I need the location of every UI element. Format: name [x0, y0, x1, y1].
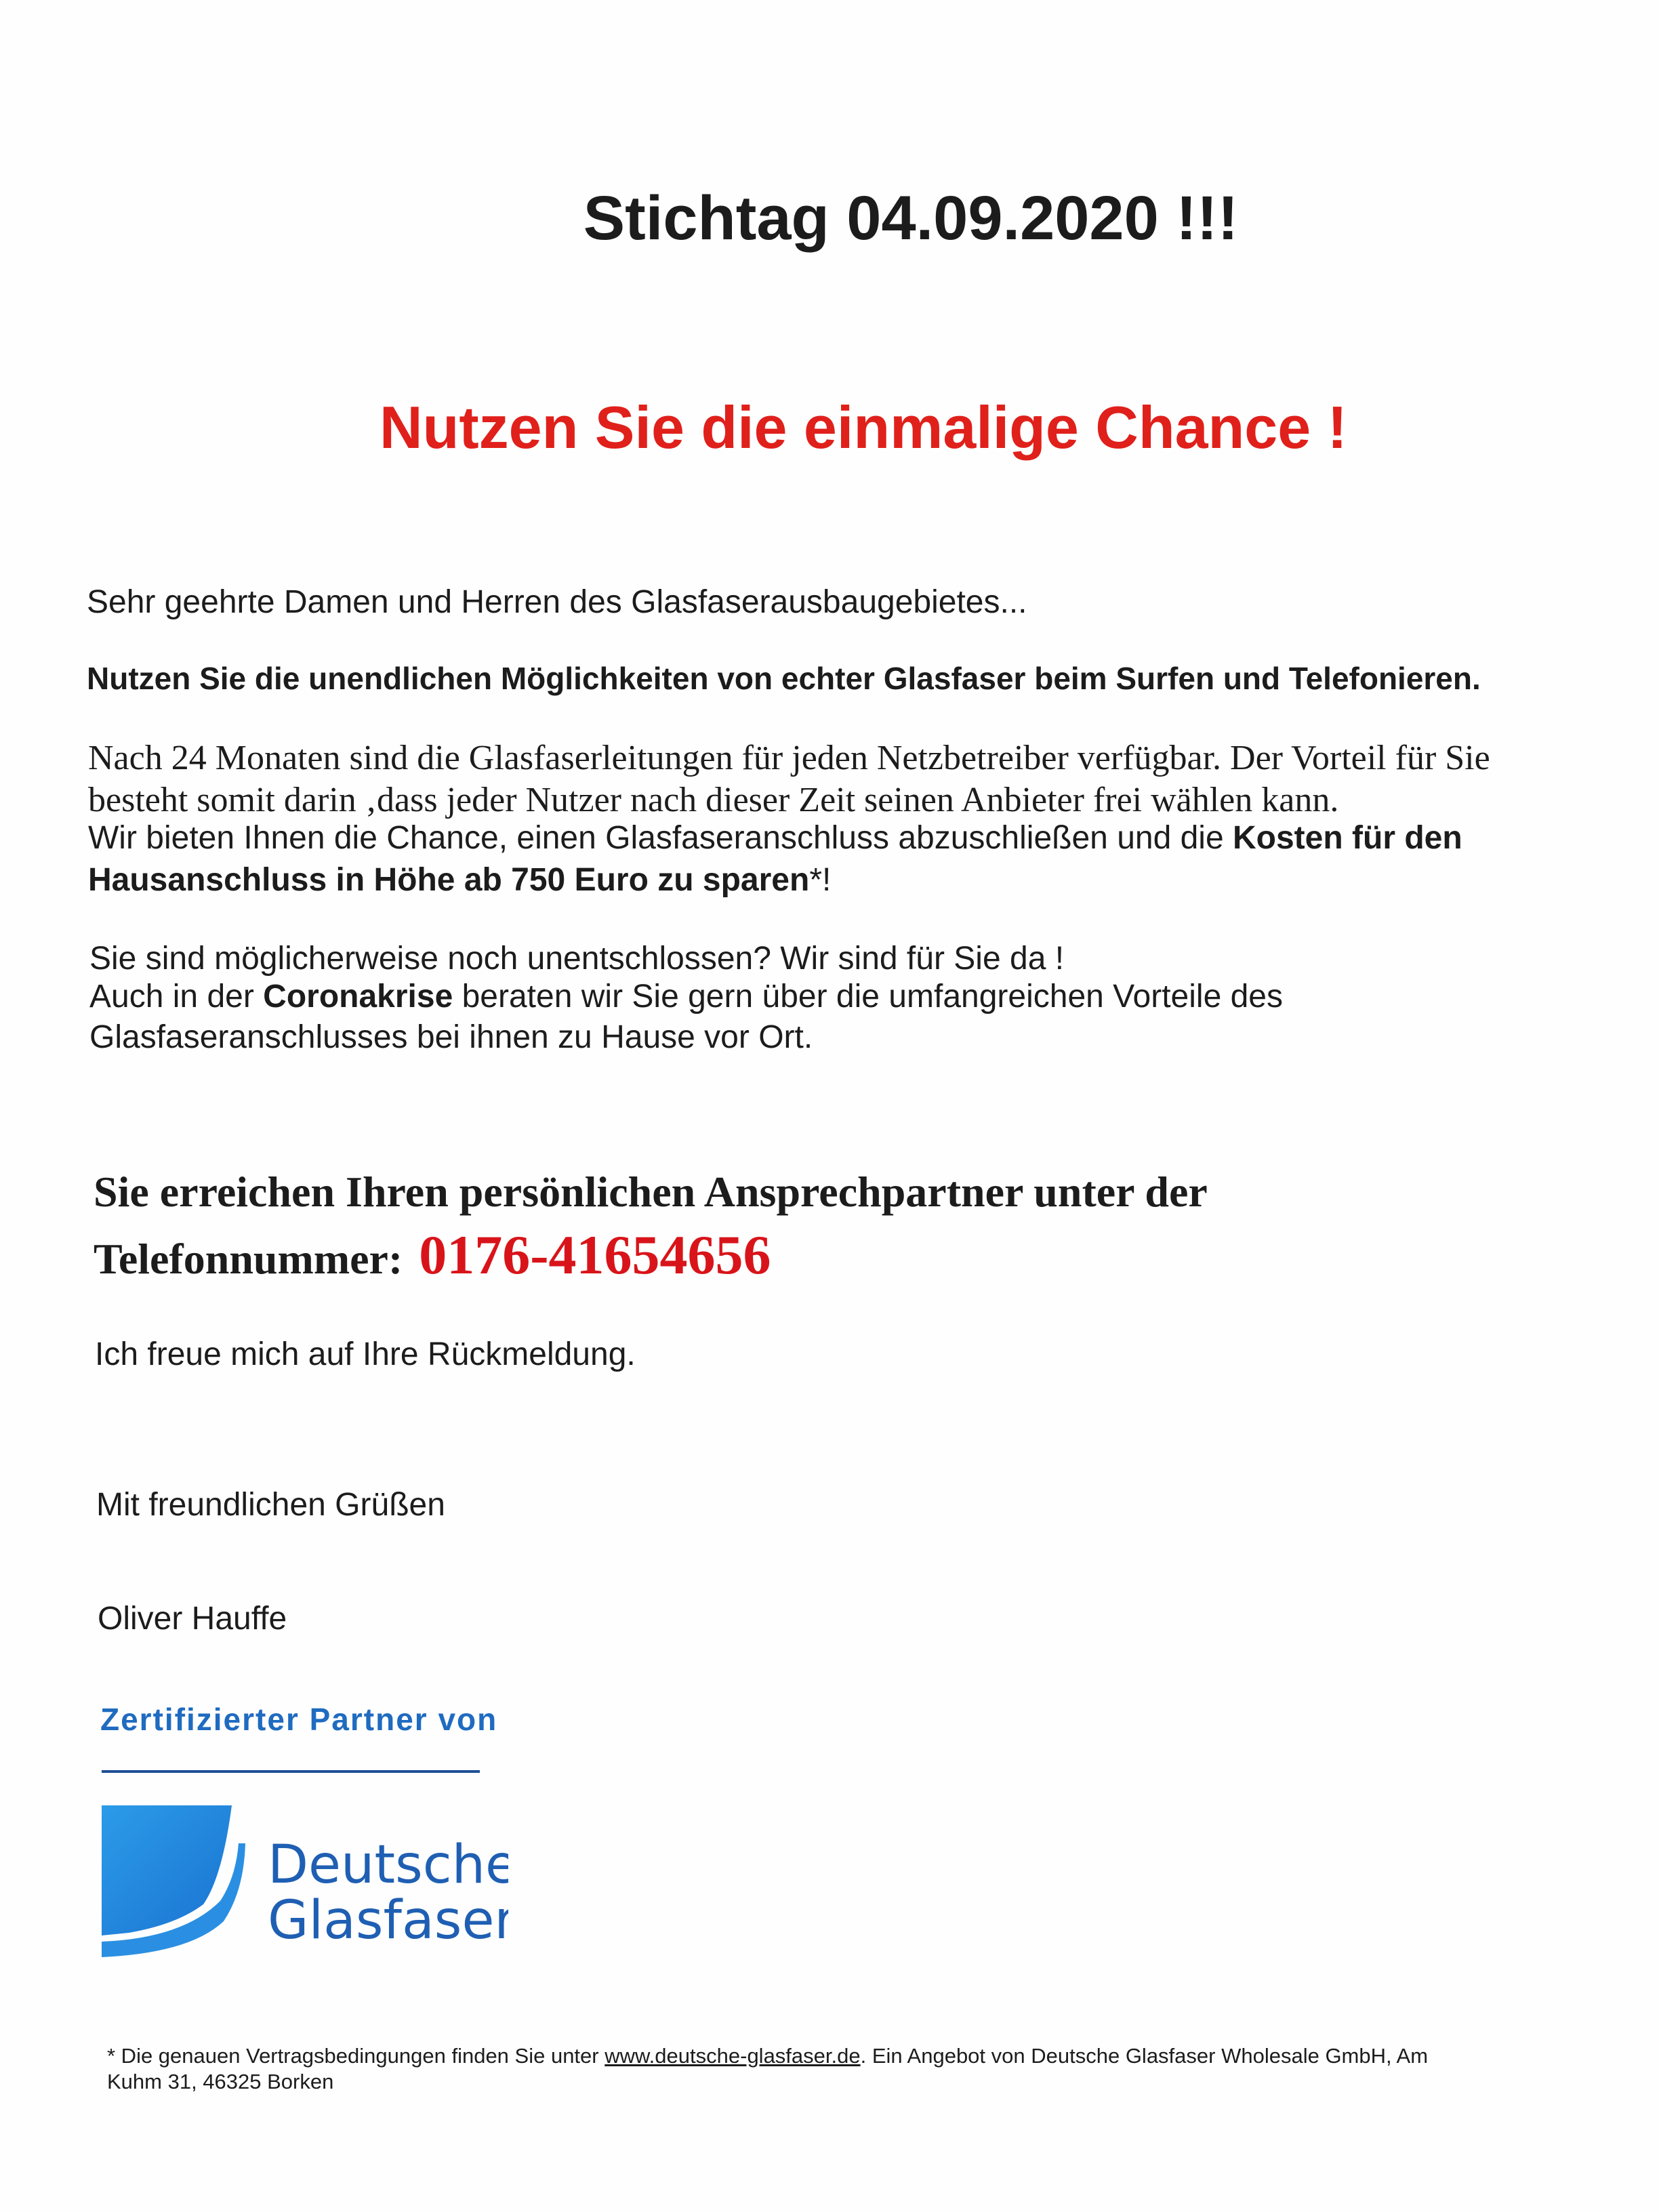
- paragraph-1-line-1: Nach 24 Monaten sind die Glasfaserleitungen für jeden Netzbetreiber verfügbar. Der Vorteil für Sie: [88, 739, 1490, 777]
- footnote-prefix: * Die genauen Vertragsbedingungen finden Sie unter: [107, 2044, 605, 2068]
- page-title: Stichtag 04.09.2020 !!!: [583, 184, 1239, 253]
- paragraph-2-line-2-start: Auch in der: [89, 979, 264, 1015]
- paragraph-1-line-4-tail: *!: [809, 862, 832, 898]
- paragraph-1-line-2: besteht somit darin ‚dass jeder Nutzer nach dieser Zeit seinen Anbieter frei wählen kann.: [88, 781, 1339, 819]
- paragraph-1-line-4: [88, 859, 831, 901]
- footnote: [107, 2043, 1428, 2095]
- contact-line: Sie erreichen Ihren persönlichen Ansprechpartner unter der: [94, 1168, 1208, 1216]
- partner-label: Zertifizierter Partner von: [100, 1702, 498, 1737]
- paragraph-1-line-4-bold: Hausanschluss in Höhe ab 750 Euro zu sparen: [88, 862, 810, 898]
- logo-text-1: Deutsche: [268, 1835, 508, 1896]
- paragraph-2-line-3: Glasfaseranschlusses bei ihnen zu Hause vor Ort.: [89, 1019, 813, 1055]
- greeting: Mit freundlichen Grüßen: [96, 1487, 445, 1523]
- paragraph-2-line-1: Sie sind möglicherweise noch unentschlossen? Wir sind für Sie da !: [89, 941, 1065, 977]
- salutation: Sehr geehrte Damen und Herren des Glasfaserausbaugebietes...: [87, 584, 1027, 620]
- bold-intro: Nutzen Sie die unendlichen Möglichkeiten von echter Glasfaser beim Surfen und Telefonieren.: [87, 661, 1481, 696]
- deutsche-glasfaser-logo: [102, 1803, 508, 1975]
- paragraph-1-line-3: [88, 817, 1462, 859]
- signature-name: Oliver Hauffe: [98, 1601, 287, 1637]
- footnote-line-1: [107, 2043, 1428, 2069]
- paragraph-1-line-3-text: Wir bieten Ihnen die Chance, einen Glasfaseranschluss abzuschließen und die: [88, 820, 1233, 856]
- subheading: Nutzen Sie die einmalige Chance !: [380, 394, 1347, 461]
- logo-graphic: [102, 1803, 508, 1972]
- footnote-suffix: . Ein Angebot von Deutsche Glasfaser Wholesale GmbH, Am: [860, 2044, 1429, 2068]
- footnote-line-2: Kuhm 31, 46325 Borken: [107, 2070, 334, 2093]
- footnote-link[interactable]: www.deutsche-glasfaser.de: [605, 2044, 861, 2068]
- logo-text-2: Glasfaser: [268, 1890, 508, 1951]
- paragraph-2-line-2: [89, 976, 1283, 1018]
- partner-divider: [102, 1770, 480, 1773]
- phone-line: [94, 1221, 771, 1305]
- closing-note: Ich freue mich auf Ihre Rückmeldung.: [95, 1336, 636, 1372]
- paragraph-1-line-3-bold: Kosten für den: [1233, 820, 1462, 856]
- paragraph-2-line-2-end: beraten wir Sie gern über die umfangreichen Vorteile des: [453, 979, 1283, 1015]
- coronakrise-text: Coronakrise: [263, 979, 453, 1015]
- phone-number: 0176-41654656: [419, 1224, 771, 1286]
- phone-label: Telefonnummer:: [94, 1235, 403, 1283]
